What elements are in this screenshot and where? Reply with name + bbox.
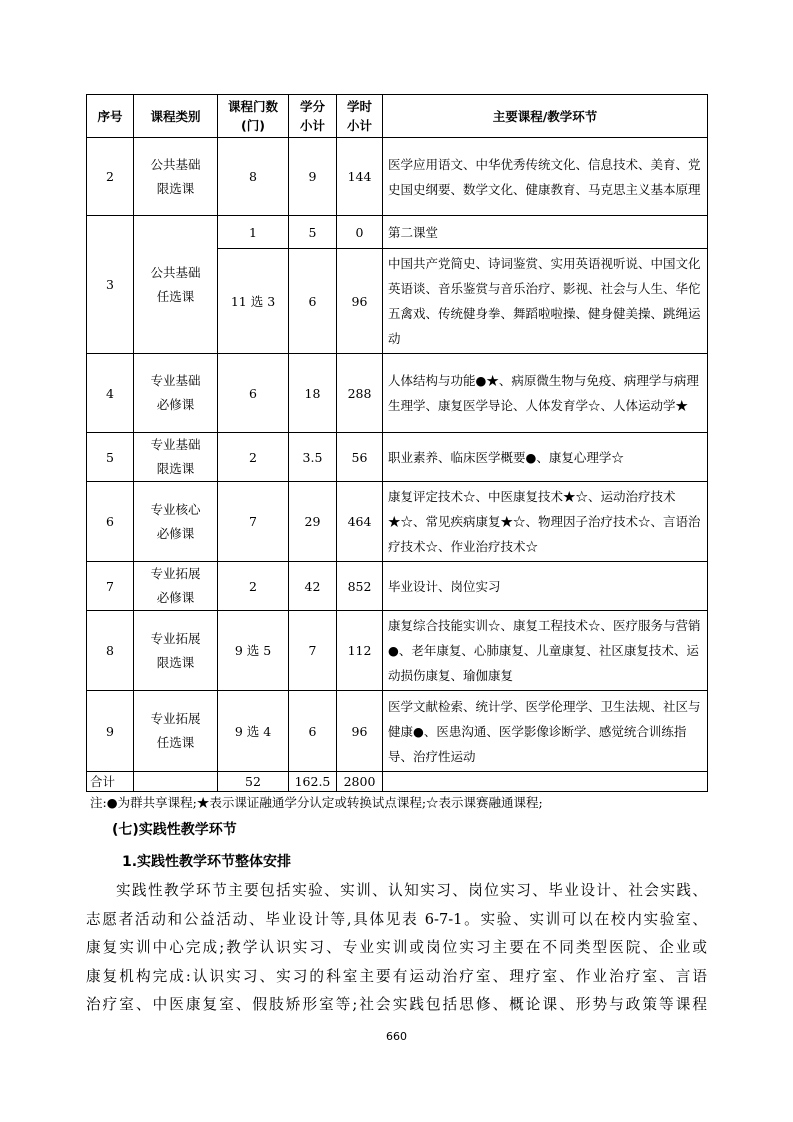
cell-total-empty — [134, 772, 218, 792]
cell-seq: 6 — [87, 482, 134, 562]
cell-seq: 2 — [87, 138, 134, 216]
cell-category: 公共基础 限选课 — [134, 138, 218, 216]
curriculum-table-container — [86, 94, 707, 792]
cell-total-hours: 2800 — [337, 772, 383, 792]
cell-seq: 8 — [87, 611, 134, 691]
cell-courses: 人体结构与功能●★、病原微生物与免疫、病理学与病理生理学、康复医学导论、人体发育学☆、人体运动学★ — [383, 354, 708, 433]
header-credits: 学分 小计 — [289, 95, 337, 138]
cell-hours: 464 — [337, 482, 383, 562]
header-count: 课程门数 (门) — [218, 95, 289, 138]
header-seq: 序号 — [87, 95, 134, 138]
cell-count: 9 选 4 — [218, 691, 289, 772]
paragraph-line: 康复实训中心完成;教学认识实习、专业实训或岗位实习主要在不同类型医院、企业或 — [86, 939, 707, 957]
cell-hours: 56 — [337, 433, 383, 482]
cell-count: 8 — [218, 138, 289, 216]
cell-credits: 7 — [289, 611, 337, 691]
table-row — [87, 691, 708, 772]
cell-hours: 144 — [337, 138, 383, 216]
subsection-heading: 1.实践性教学环节整体安排 — [122, 854, 292, 870]
cell-hours: 288 — [337, 354, 383, 433]
page-number: 660 — [386, 1030, 407, 1043]
cell-count: 11 选 3 — [218, 249, 289, 354]
cell-count: 2 — [218, 433, 289, 482]
cell-courses: 康复综合技能实训☆、康复工程技术☆、医疗服务与营销●、老年康复、心肺康复、儿童康复、社区康复技术、运动损伤康复、瑜伽康复 — [383, 611, 708, 691]
cell-count: 2 — [218, 562, 289, 611]
cell-seq: 3 — [87, 216, 134, 354]
curriculum-table — [86, 94, 708, 792]
table-row — [87, 611, 708, 691]
cell-count: 1 — [218, 216, 289, 249]
table-row — [87, 216, 708, 249]
paragraph-line: 实践性教学环节主要包括实验、实训、认知实习、岗位实习、毕业设计、社会实践、 — [116, 882, 707, 899]
cell-category: 专业拓展 必修课 — [134, 562, 218, 611]
cell-courses: 毕业设计、岗位实习 — [383, 562, 708, 611]
cell-seq: 4 — [87, 354, 134, 433]
cell-total-courses-empty — [383, 772, 708, 792]
cell-category: 专业基础 必修课 — [134, 354, 218, 433]
section-heading: (七)实践性教学环节 — [112, 822, 237, 838]
cell-total-credits: 162.5 — [289, 772, 337, 792]
cell-category: 专业核心 必修课 — [134, 482, 218, 562]
cell-credits: 3.5 — [289, 433, 337, 482]
cell-count: 6 — [218, 354, 289, 433]
table-row — [87, 138, 708, 216]
cell-courses: 医学应用语文、中华优秀传统文化、信息技术、美育、党史国史纲要、数学文化、健康教育、马克思主义基本原理 — [383, 138, 708, 216]
cell-hours: 112 — [337, 611, 383, 691]
cell-courses: 医学文献检索、统计学、医学伦理学、卫生法规、社区与健康●、医患沟通、医学影像诊断学、感觉统合训练指导、治疗性运动 — [383, 691, 708, 772]
cell-seq: 5 — [87, 433, 134, 482]
paragraph-line: 志愿者活动和公益活动、毕业设计等,具体见表 6-7-1。实验、实训可以在校内实验室、 — [86, 910, 707, 928]
header-courses: 主要课程/教学环节 — [383, 95, 708, 138]
cell-courses: 康复评定技术☆、中医康复技术★☆、运动治疗技术★☆、常见疾病康复★☆、物理因子治疗技术☆、言语治疗技术☆、作业治疗技术☆ — [383, 482, 708, 562]
table-row — [87, 433, 708, 482]
cell-credits: 29 — [289, 482, 337, 562]
cell-credits: 42 — [289, 562, 337, 611]
table-header-row — [87, 95, 708, 138]
cell-category: 专业拓展 限选课 — [134, 611, 218, 691]
cell-credits: 9 — [289, 138, 337, 216]
table-row — [87, 354, 708, 433]
table-note: 注:●为群共享课程;★表示课证融通学分认定或转换试点课程;☆表示课赛融通课程; — [90, 795, 543, 810]
cell-credits: 5 — [289, 216, 337, 249]
cell-courses: 第二课堂 — [383, 216, 708, 249]
cell-seq: 9 — [87, 691, 134, 772]
cell-category: 专业基础 限选课 — [134, 433, 218, 482]
cell-hours: 852 — [337, 562, 383, 611]
table-total-row — [87, 772, 708, 792]
cell-count: 9 选 5 — [218, 611, 289, 691]
cell-credits: 6 — [289, 691, 337, 772]
body-paragraph — [86, 877, 707, 1020]
header-hours: 学时 小计 — [337, 95, 383, 138]
cell-total-count: 52 — [218, 772, 289, 792]
cell-hours: 96 — [337, 691, 383, 772]
cell-credits: 6 — [289, 249, 337, 354]
cell-seq: 7 — [87, 562, 134, 611]
cell-count: 7 — [218, 482, 289, 562]
table-row — [87, 562, 708, 611]
cell-category: 专业拓展 任选课 — [134, 691, 218, 772]
cell-total-label: 合计 — [87, 772, 134, 792]
cell-hours: 0 — [337, 216, 383, 249]
cell-hours: 96 — [337, 249, 383, 354]
table-row — [87, 482, 708, 562]
cell-courses: 中国共产党简史、诗词鉴赏、实用英语视听说、中国文化英语谈、音乐鉴赏与音乐治疗、影视、社会与人生、华佗五禽戏、传统健身拳、舞蹈啦啦操、健身健美操、跳绳运动 — [383, 249, 708, 354]
header-category: 课程类别 — [134, 95, 218, 138]
paragraph-line: 治疗室、中医康复室、假肢矫形室等;社会实践包括思修、概论课、形势与政策等课程 — [86, 996, 707, 1014]
paragraph-line: 康复机构完成:认识实习、实习的科室主要有运动治疗室、理疗室、作业治疗室、言语 — [86, 967, 707, 985]
cell-credits: 18 — [289, 354, 337, 433]
cell-category: 公共基础 任选课 — [134, 216, 218, 354]
cell-courses: 职业素养、临床医学概要●、康复心理学☆ — [383, 433, 708, 482]
